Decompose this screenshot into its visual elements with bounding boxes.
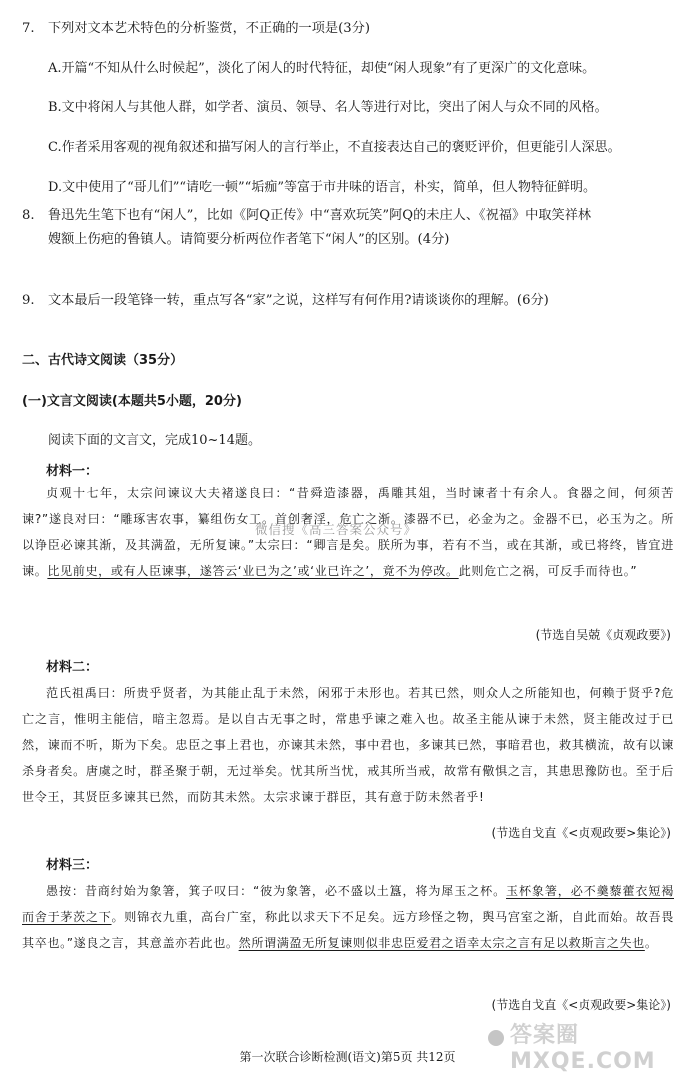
section-heading: 二、古代诗文阅读（35分） (22, 353, 184, 368)
page-footer: 第一次联合诊断检测(语文)第5页 共12页 (239, 1050, 456, 1064)
q7-option-c: C.作者采用客观的视角叙述和描写闲人的言行举止，不直接表达自己的褒贬评价，但更能引人深思。 (48, 140, 621, 155)
question-9-text: 文本最后一段笔锋一转，重点写各“家”之说，这样写有何作用?请谈谈你的理解。(6分) (48, 293, 549, 308)
material-2-title: 材料二： (46, 660, 99, 675)
question-9 (22, 292, 672, 310)
material-3-underlined-1: 玉杯象箸，必不羹藜藿衣短褐而舍于茅茨之下 (22, 884, 674, 924)
question-7-stem: 下列对文本艺术特色的分析鉴赏，不正确的一项是(3分) (48, 21, 370, 36)
q7-option-b: B.文中将闲人与其他人群，如学者、演员、领导、名人等进行对比，突出了闲人与众不同的风格。 (48, 100, 608, 115)
material-3-mid: 。则锦衣九重，高台广室，称此以求天下不足矣。远方珍怪之物，舆马宫室之渐，自此而始。故吾畏其卒也。”遂良之言，其意盖亦若此也。 (22, 910, 675, 950)
material-2-text: 范氏祖禹曰：所贵乎贤者，为其能止乱于未然，闲邪于未形也。若其已然，则众人之所能知也，何赖于贤乎?危亡之言，惟明主能信，暗主忽焉。是以自古无事之时，常患乎谏之难入也。故圣主能从谏于未然，贤主能改过于已然，谏而不听，斯为下矣。忠臣之事上君也，亦谏其未然，事中君也，多谏其已然，事暗君也，救其横流，故有以谏杀身者矣。唐虞之时，群圣聚于朝，无过举矣。忧其所当忧，戒其所当戒，故常有儆惧之言，其患思豫防也。至于后世令王，其贤臣多谏其已然，而防其未然。太宗求谏于群臣，其有意于防未然者乎! (22, 686, 674, 804)
watermark-text: 微信搜《高三答案公众号》 (255, 522, 418, 537)
question-7-number: 7. (22, 21, 35, 36)
question-8 (22, 204, 674, 252)
wechat-icon (488, 1030, 504, 1046)
material-3-text (22, 878, 674, 956)
material-3-head: 愚按：昔商纣始为象箸，箕子叹曰：“彼为象箸，必不盛以土簋，将为犀玉之杯。 (46, 884, 507, 898)
q7-option-a: A.开篇“不知从什么时候起”，淡化了闲人的时代特征，却使“闲人现象”有了更深广的文化意味。 (48, 61, 596, 76)
question-8-number: 8. (22, 208, 35, 223)
question-8-line-2: 嫂额上伤疤的鲁镇人。请简要分析两位作者笔下“闲人”的区别。(4分) (48, 232, 450, 247)
question-7 (22, 20, 672, 38)
q7-option-d: D.文中使用了“哥儿们”“请吃一顿”“垢痂”等富于市井味的语言，朴实，简单，但人物特征鲜明。 (48, 180, 596, 195)
material-1-body: 贞观十七年，太宗问谏议大夫褚遂良曰：“昔舜造漆器，禹雕其俎，当时谏者十有余人。食器之间，何须苦谏?”遂良对曰：“雕琢害农事，纂组伤女工。首创奢淫，危亡之渐。漆器不已，必金为之。金器不已，必玉为之。所以诤臣必谏其渐，及其满盈，无所复谏。”太宗曰：“卿言是矣。朕所为事，若有不当，或在其渐，或已将终，皆宜进谏。 (22, 486, 674, 578)
material-2-source: (节选自戈直《<贞观政要>集论》) (491, 826, 671, 840)
question-8-line-1: 鲁迅先生笔下也有“闲人”，比如《阿Q正传》中“喜欢玩笑”阿Q的未庄人、《祝福》中取笑祥林 (48, 208, 592, 223)
reading-instruction: 阅读下面的文言文，完成10~14题。 (48, 433, 261, 448)
watermark-logo: 答案圈 MXQE.COM (510, 1023, 656, 1074)
material-3-underlined-2: 然所谓满盈无所复谏则似非忠臣爱君之语幸太宗之言有足以救斯言之失也 (238, 936, 645, 950)
material-3-source: (节选自戈直《<贞观政要>集论》) (491, 998, 671, 1012)
material-3-title: 材料三： (46, 858, 99, 873)
material-1-underlined: 比见前史，或有人臣谏事，遂答云‘业已为之’或‘业已许之’，竟不为停改。 (47, 564, 459, 578)
question-9-number: 9. (22, 293, 35, 308)
material-1-source: (节选自吴兢《贞观政要》) (535, 628, 671, 642)
material-3-tail: 。 (644, 936, 658, 950)
material-1-title: 材料一： (46, 464, 99, 479)
material-1-tail: 此则危亡之祸，可反手而待也。” (458, 564, 638, 578)
subsection-heading: (一)文言文阅读(本题共5小题，20分) (22, 394, 242, 409)
